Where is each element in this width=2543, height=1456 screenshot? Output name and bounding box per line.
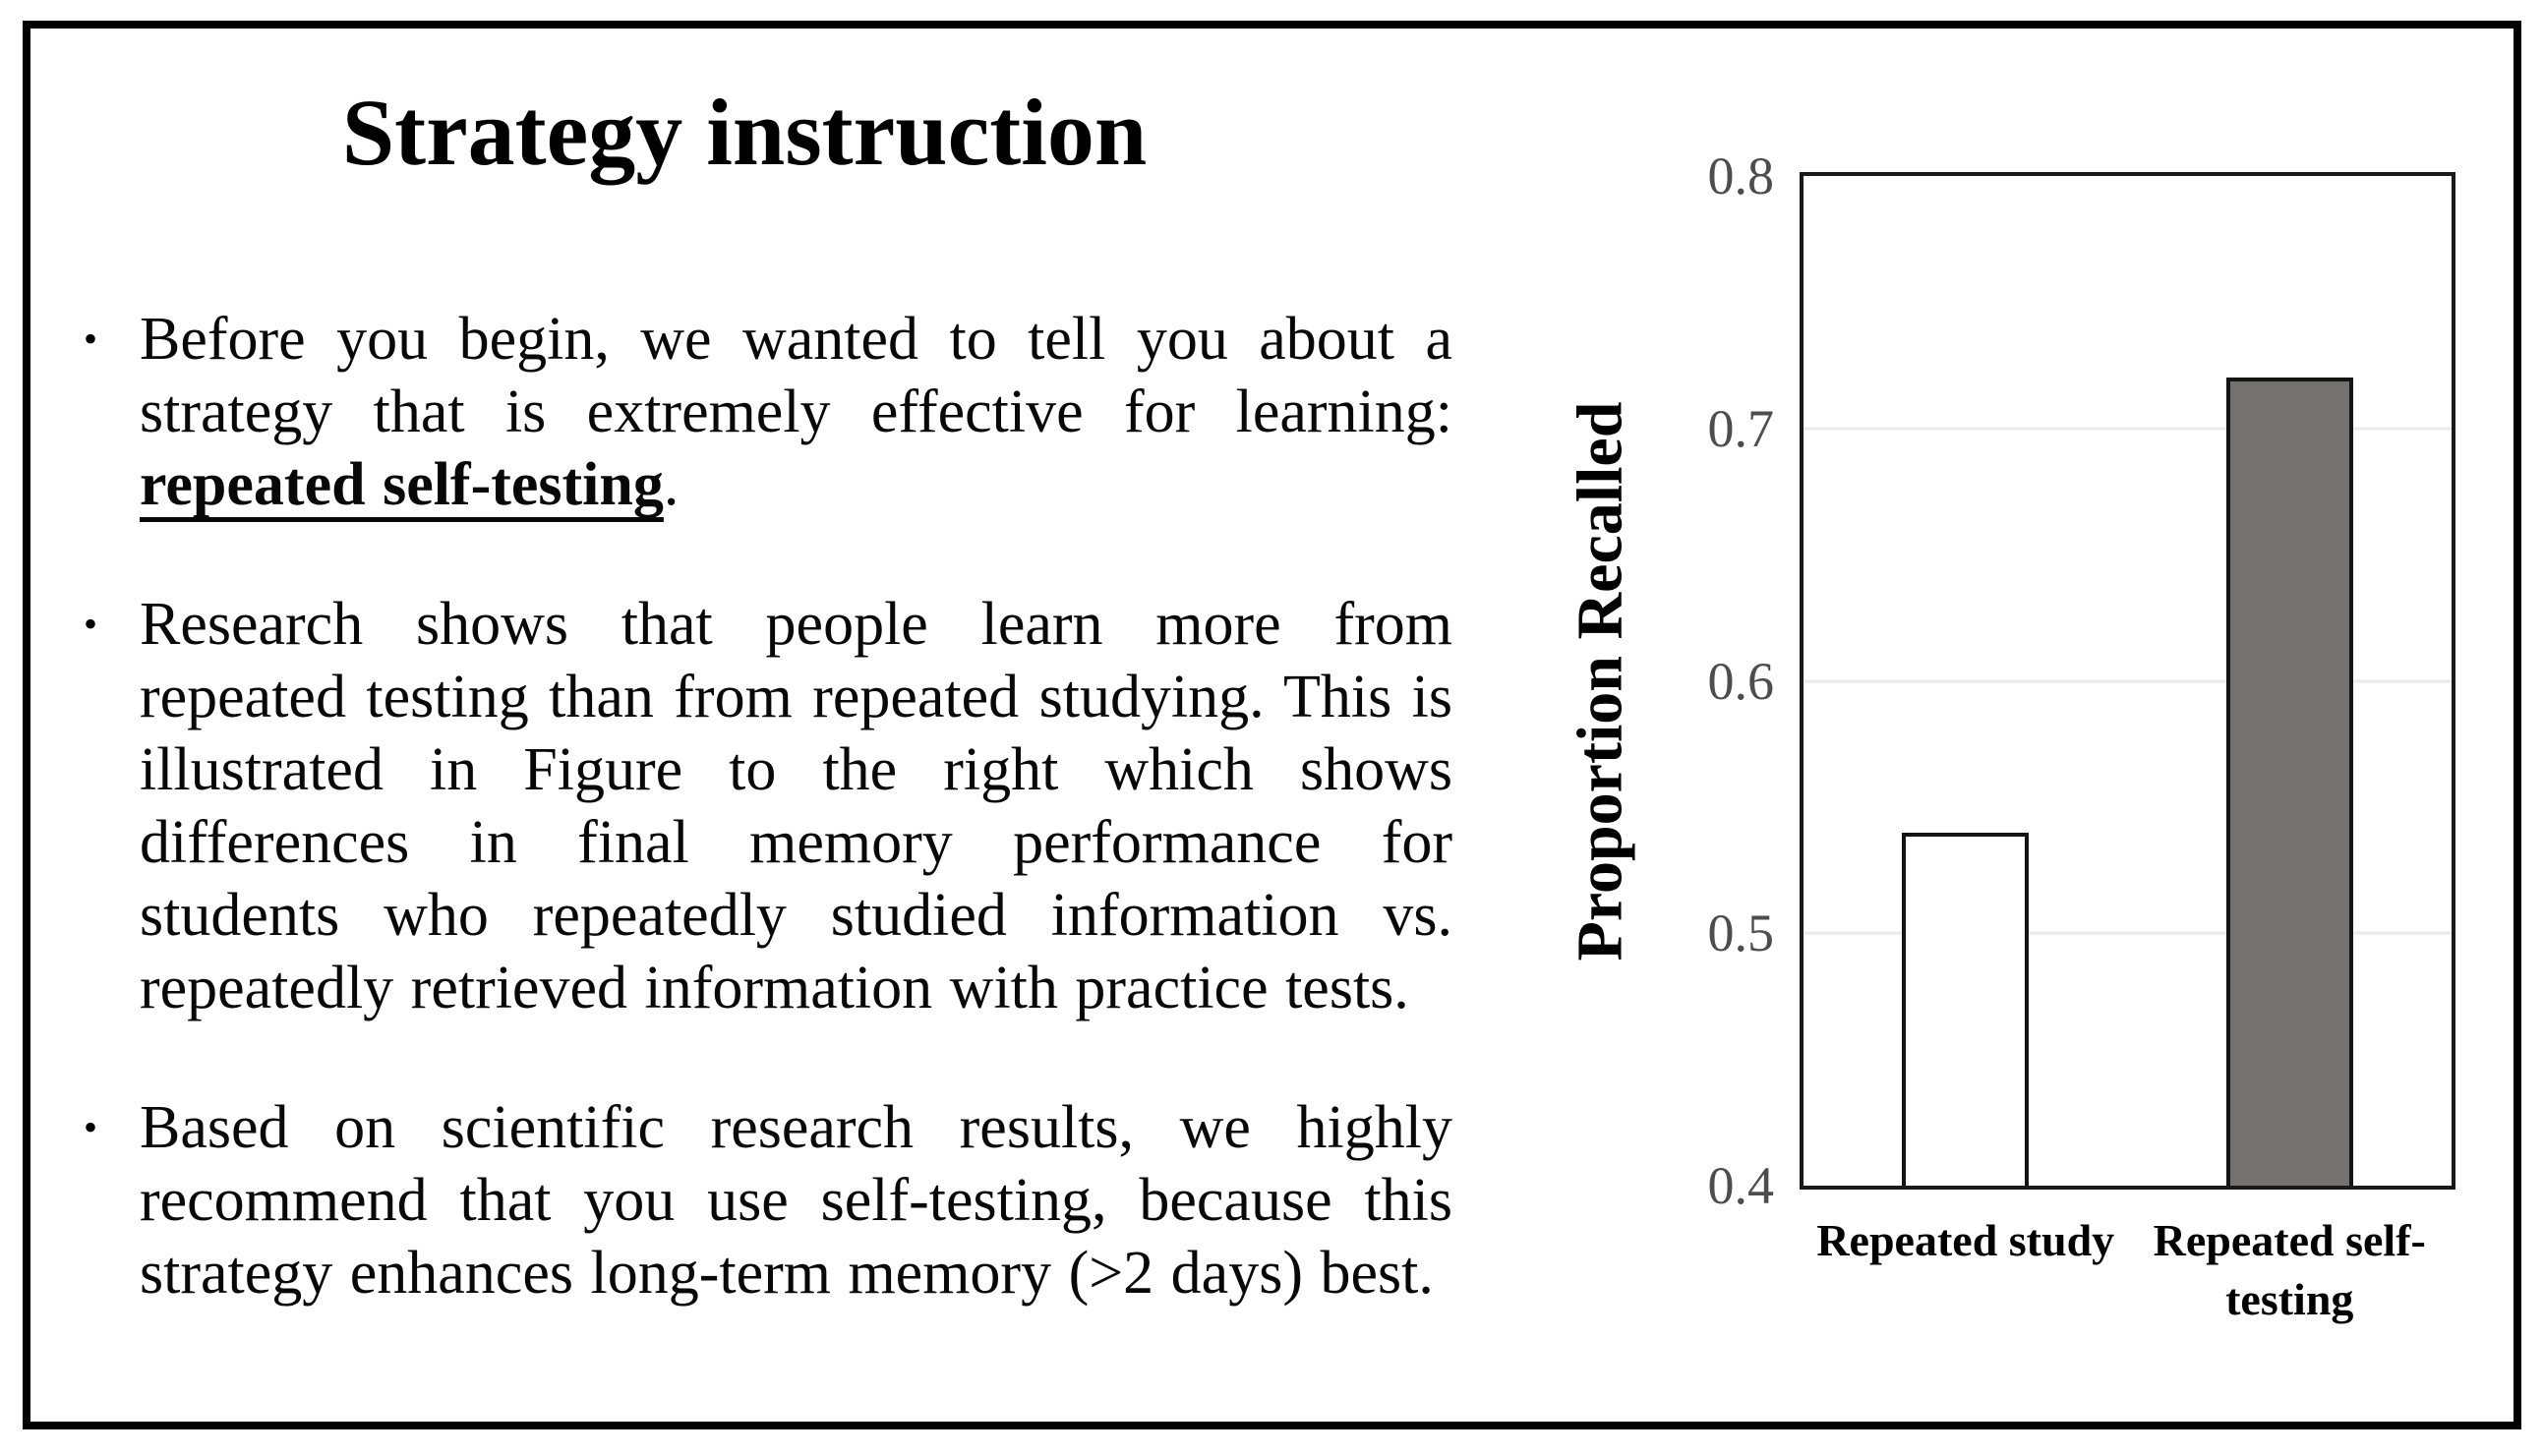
y-tick-label: 0.5 [1707, 903, 1774, 963]
y-tick-label: 0.4 [1707, 1156, 1774, 1215]
y-tick-label: 0.6 [1707, 651, 1774, 711]
slide [23, 21, 2521, 1429]
y-axis-title: Proportion Recalled [1564, 401, 1635, 961]
bullet-text: Before you begin, we wanted to tell you about a strategy that is extremely effective for learning: [140, 306, 1452, 446]
category-label-repeated-self-testing: Repeated self-testing [2153, 1215, 2426, 1324]
y-tick-label: 0.7 [1707, 398, 1774, 458]
bullet-item [140, 588, 1452, 1024]
slide-title: Strategy instruction [341, 80, 1148, 185]
gridline [1804, 932, 2452, 935]
y-axis-title-wrap [1531, 172, 1669, 1190]
gridline [1804, 679, 2452, 682]
bullet-item [140, 1091, 1452, 1310]
gridline [1804, 427, 2452, 430]
bullet-item [140, 303, 1452, 521]
emphasized-phrase: repeated self-testing [140, 451, 664, 519]
category-label-repeated-study: Repeated study [1816, 1215, 2115, 1265]
bullet-text: Based on scientific research results, we highly recommend that you use self-testing, because this strategy enhances long-term memory (>2 days) best. [140, 1094, 1452, 1308]
bullet-text: Research shows that people learn more from repeated testing than from repeated studying. This is illustrated in Figure to the right which shows differences in final memory performance for students who repeatedly studied information vs. repeatedly retrieved information with practice tests. [140, 591, 1452, 1022]
bullet-list [140, 303, 1452, 1310]
bar-repeated-self-testing [2226, 378, 2353, 1186]
bullet-text: . [663, 451, 680, 519]
text-column [140, 76, 1452, 1310]
bar-chart [1564, 146, 2455, 1324]
bar-repeated-study [1902, 833, 2029, 1186]
plot-area [1707, 146, 2455, 1324]
y-tick-label: 0.8 [1707, 146, 1774, 205]
